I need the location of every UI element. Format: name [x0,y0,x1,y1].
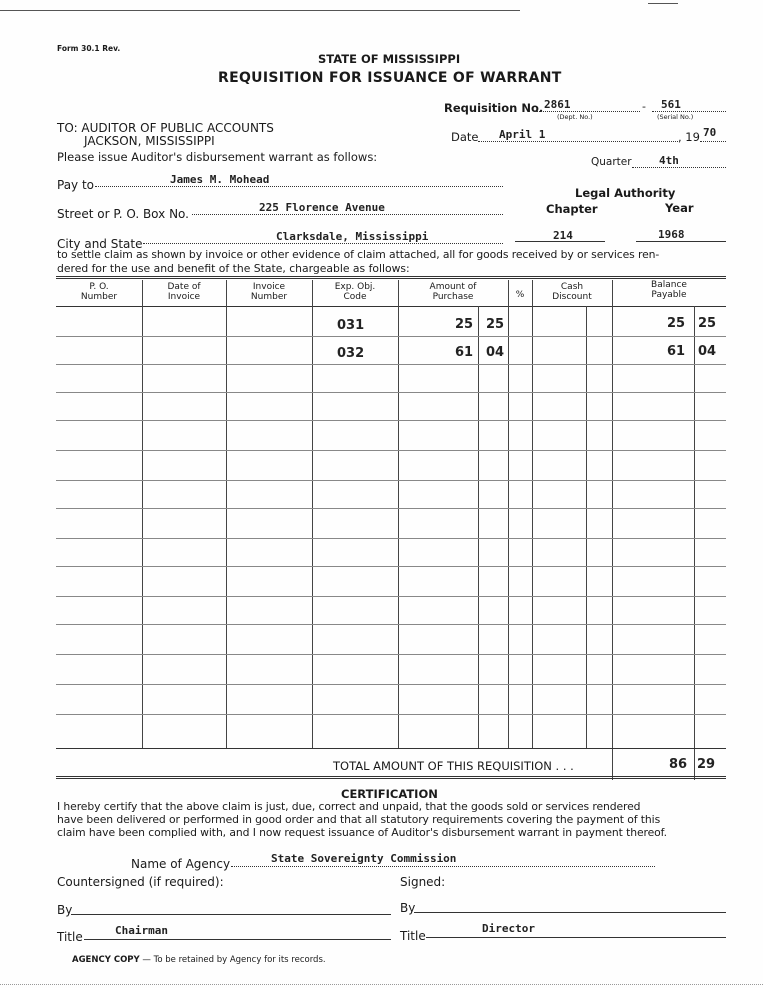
quarter-value: 4th [659,154,679,167]
city-label: City and State [57,237,143,251]
row-1-code: 031 [337,318,365,333]
row-line [56,538,726,539]
header-date [142,282,226,302]
row-line [56,596,726,597]
col-divider-pct [532,280,533,748]
date-year-prefix: , 19 [678,130,700,144]
total-label: TOTAL AMOUNT OF THIS REQUISITION . . . [333,759,574,773]
city-value: Clarksdale, Mississippi [276,230,429,243]
quarter-line [632,167,726,168]
row-2-amount-dollars: 61 [455,345,474,360]
date-line [478,141,678,142]
date-value: April 1 [499,128,546,141]
state-heading: STATE OF MISSISSIPPI [318,52,461,66]
title-left-label: Title [57,930,83,944]
row-line [56,748,726,749]
total-dollars: 86 [669,757,688,772]
footer-agency-copy: AGENCY COPY [72,955,140,965]
row-line [56,450,726,451]
legal-authority-label: Legal Authority [575,186,676,200]
header-invoice [226,282,312,302]
pay-to-line [95,186,503,187]
row-2-balance-cents: 04 [698,344,717,359]
certification-heading: CERTIFICATION [341,787,438,801]
signed-label: Signed: [400,875,446,889]
row-1-amount-cents: 25 [486,317,505,332]
col-divider-amount-cents [478,306,479,748]
street-line [192,214,503,215]
header-balance [612,280,726,300]
form-number: Form 30.1 Rev. [57,44,121,53]
title-right-label: Title [400,929,426,943]
agency-value: State Sovereignty Commission [271,852,457,865]
row-line [56,480,726,481]
row-1-balance-cents: 25 [698,316,717,331]
certification-line-1: I hereby certify that the above claim is just, due, correct and unpaid, that the goods sold or services rendered [57,800,641,813]
row-2-balance-dollars: 61 [667,344,686,359]
certification-line-2: have been delivered or performed in good order and that all statutory requirements covering the payment of this [57,813,661,826]
header-bottom-rule [56,306,726,307]
col-divider-balance-cents [694,306,695,780]
pay-to-value: James M. Mohead [170,173,270,186]
col-divider-po [142,280,143,748]
row-2-amount-cents: 04 [486,345,505,360]
date-year-line [700,141,726,142]
row-line [56,364,726,365]
row-line [56,336,726,337]
agency-label: Name of Agency [131,857,231,871]
title-left-line [84,939,391,940]
row-line [56,392,726,393]
header-po [56,282,142,302]
header-balance-text: Balance Payable [651,280,687,300]
by-right-line [414,912,726,913]
bottom-edge-dots [0,984,763,985]
serial-no-value: 561 [661,98,681,111]
row-line [56,714,726,715]
by-left-label: By [57,903,73,917]
table-top-rule [56,276,726,279]
header-cash-text: Cash Discount [552,282,592,302]
row-2-code: 032 [337,346,365,361]
header-exp [312,282,398,302]
dept-no-value: 2861 [544,98,571,111]
street-value: 225 Florence Avenue [259,201,385,214]
street-label: Street or P. O. Box No. [57,207,189,221]
col-divider-amount [508,280,509,748]
header-amount-text: Amount of Purchase [429,282,477,302]
col-divider-exp [398,280,399,748]
pay-to-label: Pay to [57,178,95,192]
header-cash [532,282,612,302]
requisition-label: Requisition No. [444,101,544,115]
by-right-label: By [400,901,416,915]
by-left-line [71,914,391,915]
serial-caption: (Serial No.) [657,113,694,121]
header-date-text: Date of Invoice [167,282,201,302]
row-line [56,420,726,421]
date-label: Date [451,130,479,144]
row-1-amount-dollars: 25 [455,317,474,332]
serial-no-line [652,111,726,112]
col-divider-cash-cents [586,306,587,748]
to-line-2: JACKSON, MISSISSIPPI [84,134,215,148]
col-divider-date [226,280,227,748]
law-year-value: 1968 [658,228,685,241]
title-right-value: Director [482,922,535,935]
city-line [143,243,503,244]
header-po-text: P. O. Number [80,282,118,302]
col-divider-cash [612,280,613,780]
total-bottom-rule [56,776,726,779]
title-right-line [426,937,726,938]
row-line [56,508,726,509]
settle-text-2: dered for the use and benefit of the State, chargeable as follows: [57,262,410,275]
countersigned-label: Countersigned (if required): [57,875,224,889]
header-amount [398,282,508,302]
chapter-value: 214 [553,229,573,242]
year-label: Year [665,201,694,215]
law-year-line [636,241,726,242]
chapter-label: Chapter [546,202,598,216]
total-cents: 29 [697,757,716,772]
header-pct-text: % [515,290,525,300]
top-edge-line [0,10,520,11]
certification-line-3: claim have been complied with, and I now request issuance of Auditor's disbursement warrant in payment thereof. [57,826,667,839]
instruction-text: Please issue Auditor's disbursement warrant as follows: [57,150,378,164]
to-line-1: TO: AUDITOR OF PUBLIC ACCOUNTS [57,121,274,135]
header-pct [508,290,532,300]
footer-retained-text: — To be retained by Agency for its records. [142,955,326,965]
agency-line [231,866,655,867]
row-line [56,566,726,567]
row-1-balance-dollars: 25 [667,316,686,331]
top-edge-mark [648,3,678,4]
settle-text-1: to settle claim as shown by invoice or other evidence of claim attached, all for goods received by or services ren- [57,248,660,261]
form-title: REQUISITION FOR ISSUANCE OF WARRANT [218,70,562,86]
requisition-dash: - [642,100,646,113]
row-line [56,624,726,625]
header-exp-text: Exp. Obj. Code [334,282,376,302]
row-line [56,684,726,685]
dept-no-line [536,111,640,112]
row-line [56,654,726,655]
date-year-value: 70 [703,126,717,139]
header-invoice-text: Invoice Number [250,282,288,302]
dept-caption: (Dept. No.) [557,113,593,121]
title-left-value: Chairman [115,924,168,937]
footer-note [72,955,326,965]
col-divider-invoice [312,280,313,748]
quarter-label: Quarter [591,156,632,168]
